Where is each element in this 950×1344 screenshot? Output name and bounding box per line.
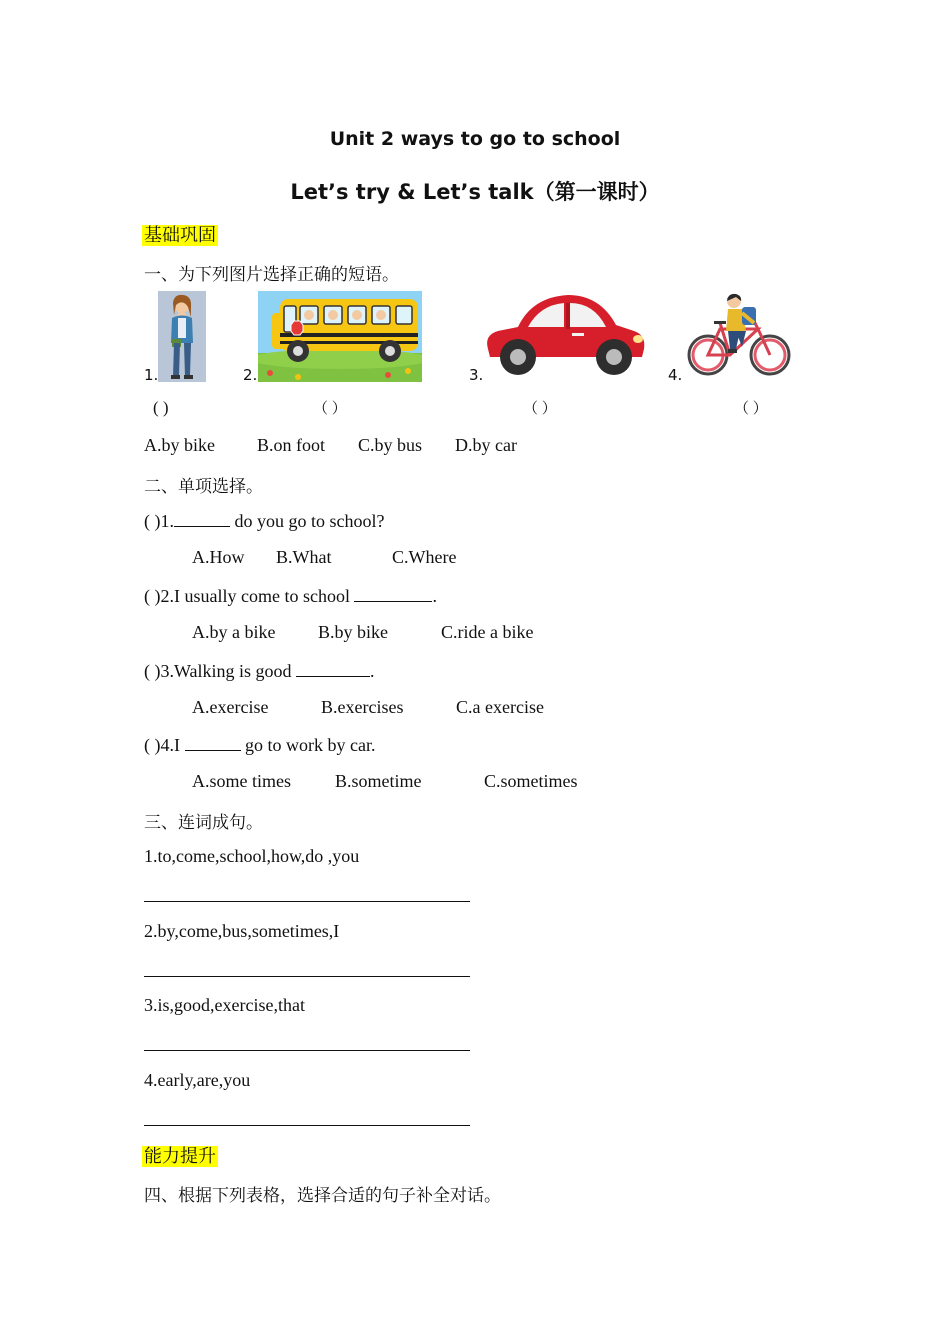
q2-item-1-text: do you go to school? (230, 511, 385, 531)
q2-item-4-blank[interactable] (185, 734, 241, 751)
q2-item-2-option-b: B.by bike (318, 622, 388, 642)
q3-answer-line-2[interactable] (144, 976, 470, 977)
q4-heading: 四、根据下列表格，选择合适的句子补全对话。 (144, 1186, 501, 1206)
q2-item-4-num: 4. (160, 735, 174, 755)
walking-person-image (158, 291, 206, 382)
q1-option-b: B.on foot (257, 435, 326, 455)
q2-item-4 (144, 734, 375, 756)
q2-item-4-text: I (174, 735, 185, 755)
q2-item-3-option-a: A.exercise (192, 697, 269, 717)
q3-item-1: 1.to,come,school,how,do ,you (144, 846, 360, 866)
q1-heading: 一、为下列图片选择正确的短语。 (144, 265, 399, 285)
q3-heading: 三、连词成句。 (144, 813, 263, 833)
q2-item-2-option-a: A.by a bike (192, 622, 276, 642)
q2-item-1-blank[interactable] (174, 510, 230, 527)
q2-item-3-blank[interactable] (296, 660, 370, 677)
q2-item-1-option-c: C.Where (392, 547, 457, 567)
q2-item-2-option-c: C.ride a bike (441, 622, 534, 642)
q3-item-2: 2.by,come,bus,sometimes,I (144, 921, 340, 941)
q2-item-3-num: 3. (160, 661, 174, 681)
pic-4-number: 4. (668, 366, 683, 384)
q2-item-1-option-a: A.How (192, 547, 245, 567)
lesson-title: Let’s try & Let’s talk（第一课时） (290, 180, 660, 204)
q3-answer-line-1[interactable] (144, 901, 470, 902)
q2-item-4-end: go to work by car. (245, 735, 376, 755)
unit-title: Unit 2 ways to go to school (329, 128, 621, 150)
boy-on-bike-image (686, 291, 792, 379)
q2-item-2-end: . (432, 586, 437, 606)
pic-1-answer[interactable]: ( ) (153, 398, 169, 417)
school-bus-image (258, 291, 422, 382)
q2-item-3-end: . (370, 661, 375, 681)
q2-item-1 (144, 510, 385, 532)
q1-option-d: D.by car (455, 435, 517, 455)
q1-option-c: C.by bus (358, 435, 423, 455)
pic-1-number: 1. (144, 366, 159, 384)
q2-item-4-option-c: C.sometimes (484, 771, 578, 791)
pic-2-answer[interactable]: （ ） (313, 401, 347, 417)
q2-item-3-option-b: B.exercises (321, 697, 404, 717)
pic-3-number: 3. (469, 366, 484, 384)
q2-item-4-paren[interactable]: ( ) (144, 735, 161, 755)
q2-heading: 二、单项选择。 (144, 477, 263, 497)
q3-answer-line-3[interactable] (144, 1050, 470, 1051)
pic-3-answer[interactable]: （ ） (523, 401, 557, 417)
q2-item-1-num: 1. (160, 511, 174, 531)
pic-4-answer[interactable]: （ ） (734, 401, 768, 417)
q2-item-2-text: I usually come to school (174, 586, 355, 606)
section-basic-label: 基础巩固 (144, 225, 216, 246)
q3-item-3: 3.is,good,exercise,that (144, 995, 305, 1015)
q2-item-2-paren[interactable]: ( ) (144, 586, 161, 606)
q3-answer-line-4[interactable] (144, 1125, 470, 1126)
q2-item-2-num: 2. (160, 586, 174, 606)
q1-option-a: A.by bike (144, 435, 215, 455)
q2-item-4-option-b: B.sometime (335, 771, 422, 791)
q2-item-1-option-b: B.What (276, 547, 332, 567)
red-car-image (480, 291, 648, 377)
q2-item-3 (144, 660, 375, 682)
q2-item-1-paren[interactable]: ( ) (144, 511, 161, 531)
q2-item-4-option-a: A.some times (192, 771, 291, 791)
q2-item-2-blank[interactable] (354, 585, 432, 602)
q2-item-2 (144, 585, 437, 607)
pic-2-number: 2. (243, 366, 258, 384)
q2-item-3-option-c: C.a exercise (456, 697, 544, 717)
q2-item-3-paren[interactable]: ( ) (144, 661, 161, 681)
q2-item-3-text: Walking is good (174, 661, 297, 681)
section-ability-label: 能力提升 (144, 1146, 216, 1167)
q3-item-4: 4.early,are,you (144, 1070, 251, 1090)
